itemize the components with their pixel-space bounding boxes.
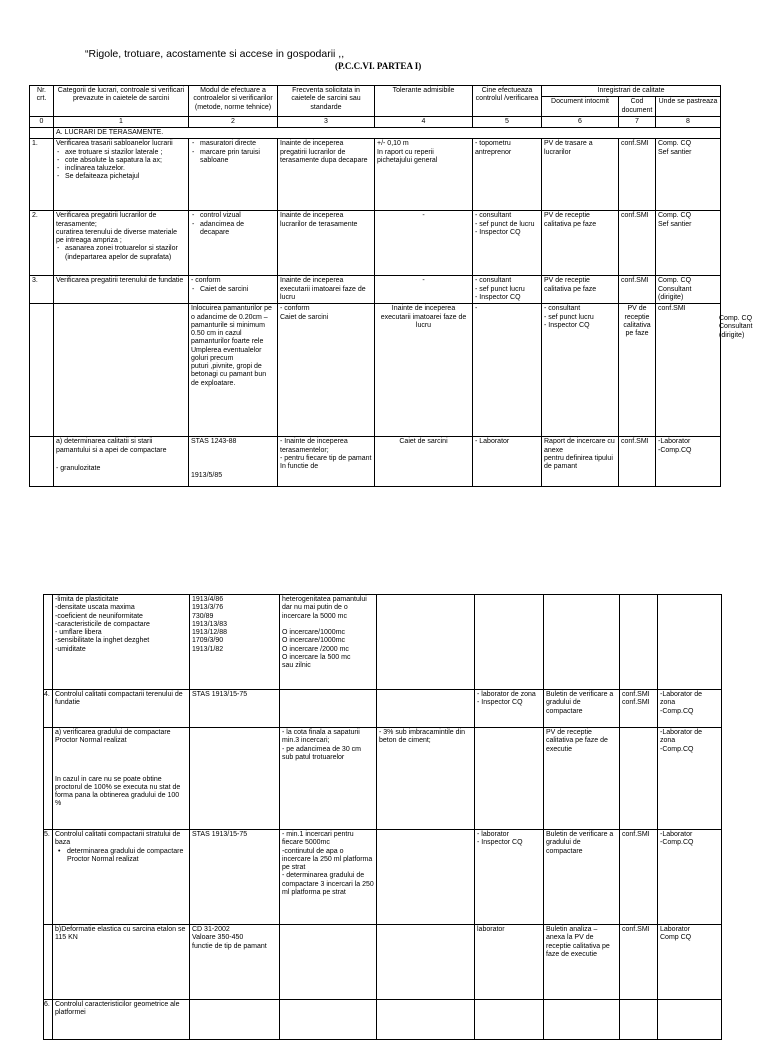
- row-method: - control vizual - adancimea de decapare: [189, 211, 278, 276]
- row-description: b)Deformatie elastica cu sarcina etalon se 115 KN: [53, 925, 190, 1000]
- quality-control-table-part2: [43, 594, 722, 1040]
- row-description: -limita de plasticitate -densitate uscata maxima -coeficient de neuniformitate -caracteristicile de compactare - umflare libera -sensibilitate la inghet dezghet -umiditate: [53, 595, 190, 690]
- col-number: 7: [619, 116, 656, 127]
- row-description: Controlul caracteristicilor geometrice ale platformei: [53, 1000, 190, 1040]
- row-storage: Comp. CQ Sef santier: [656, 139, 721, 211]
- row-storage: conf.SMI: [656, 304, 721, 437]
- row-number: 6.: [44, 1000, 53, 1040]
- col-header-modul: Modul de efectuare a controalelor si verificarilor (metode, norme tehnice): [189, 86, 278, 117]
- row-document: PV de trasare a lucrarilor: [542, 139, 619, 211]
- col-header-cine: Cine efectueaza controlul /verificarea: [473, 86, 542, 117]
- table-row: [44, 690, 722, 728]
- row-performer: - Laborator: [473, 437, 542, 487]
- table-row: [30, 437, 721, 487]
- row-document: PV de receptie calitativa pe faze de executie: [544, 728, 620, 830]
- row-code: conf.SMI conf.SMI: [620, 690, 658, 728]
- column-number-row: [30, 116, 721, 127]
- row-frequency: - la cota finala a sapaturii min.3 incercari; - pe adancimea de 30 cm sub patul trotuarelor: [280, 728, 377, 830]
- row-number: 2.: [30, 211, 54, 276]
- table-row: [30, 139, 721, 211]
- row-description: Verificarea pregatirii lucrarilor de terasamente; curatirea terenului de diverse materiale pe intreaga ampriza ; - asanarea zonei trotuarelor si stazilor (indepartarea apelor de suprafata): [54, 211, 189, 276]
- table-row: [30, 304, 721, 437]
- row-code: conf.SMI: [620, 830, 658, 925]
- row-document: Buletin analiza – anexa la PV de receptie calitativa pe faze de executie: [544, 925, 620, 1000]
- row-tolerance: -: [375, 211, 473, 276]
- row-description: Verificarea pregatirii terenului de fundatie: [54, 276, 189, 304]
- row-method: STAS 1913/15-75: [190, 690, 280, 728]
- row-description: a) determinarea calitatii si starii pamantului si a apei de compactare - granulozitate: [54, 437, 189, 487]
- row-frequency: heterogenitatea pamantului dar nu mai putin de o incercare la 5000 mc O incercare/1000mc O incercare/1000mc O incercare /2000 mc O incercare la 500 mc sau zilnic: [280, 595, 377, 690]
- row-document: Buletin de verificare a gradului de compactare: [544, 830, 620, 925]
- table-row: [44, 1000, 722, 1040]
- row-method: CD 31-2002 Valoare 350-450 functie de tip de pamant: [190, 925, 280, 1000]
- row-tolerance: Inainte de inceperea executarii imatoarei faze de lucru: [375, 304, 473, 437]
- row-performer: - laborator - Inspector CQ: [475, 830, 544, 925]
- row-code: conf.SMI: [620, 925, 658, 1000]
- col-header-tolerante: Tolerante admisibile: [375, 86, 473, 117]
- col-number: 8: [656, 116, 721, 127]
- section-a-title: A. LUCRARI DE TERASAMENTE.: [54, 128, 721, 139]
- row-number: 4.: [44, 690, 53, 728]
- row-method: - masuratori directe - marcare prin taruisi sabloane: [189, 139, 278, 211]
- document-title: “Rigole, trotuare, acostamente si accese in gospodarii ,,: [85, 48, 345, 60]
- row-performer: - laborator de zona - Inspector CQ: [475, 690, 544, 728]
- row-code: conf.SMI: [619, 437, 656, 487]
- quality-control-table-part1: [29, 85, 721, 487]
- row-frequency: Inainte de inceperea lucrarilor de terasamente: [278, 211, 375, 276]
- row-number: 1.: [30, 139, 54, 211]
- row-method: STAS 1243-88 1913/5/85: [189, 437, 278, 487]
- row-storage: -Laborator -Comp.CQ: [656, 437, 721, 487]
- row-storage: Comp. CQ Sef santier: [656, 211, 721, 276]
- row-code: conf.SMI: [619, 276, 656, 304]
- row-description: Controlul calitatii compactarii stratului de baza • determinarea gradului de compactare Proctor Normal realizat: [53, 830, 190, 925]
- col-header-cod: Cod document: [619, 97, 656, 117]
- table-header-row: [30, 86, 721, 97]
- row-document: PV de receptie calitativa pe faze: [542, 211, 619, 276]
- row-code: conf.SMI: [619, 211, 656, 276]
- col-number: 4: [375, 116, 473, 127]
- row-storage: -Laborator de zona -Comp.CQ: [658, 690, 722, 728]
- col-header-inregistrari: Inregistrari de calitate: [542, 86, 721, 97]
- row-storage: Laborator Comp CQ: [658, 925, 722, 1000]
- row-frequency: - min.1 incercari pentru fiecare 5000mc -continutul de apa o incercare la 250 ml platforma pe strat - determinarea gradului de compactare 3 incercari la 250 ml platforma pe strat: [280, 830, 377, 925]
- col-number: 3: [278, 116, 375, 127]
- document-subtitle: (P.C.C.VI. PARTEA I): [335, 61, 422, 71]
- section-row: [30, 128, 721, 139]
- table-row: [44, 830, 722, 925]
- row-method: 1913/4/86 1913/3/76 730/89 1913/13/83 1913/12/88 1709/3/90 1913/1/82: [190, 595, 280, 690]
- col-number: 5: [473, 116, 542, 127]
- row-performer: -: [473, 304, 542, 437]
- col-number: 2: [189, 116, 278, 127]
- col-header-unde: Unde se pastreaza: [656, 97, 721, 117]
- row-performer: - topometru antreprenor: [473, 139, 542, 211]
- row-description: Verificarea trasarii sabloanelor lucrarii - axe trotuare si stazilor laterale ; - cote absolute la sapatura la ax; - inclinarea taluzelor. - Se defaiteaza pichetajul: [54, 139, 189, 211]
- table-row: [30, 276, 721, 304]
- col-header-document: Document intocmit: [542, 97, 619, 117]
- row-frequency: Inainte de inceperea pregatirii lucrarilor de terasamente dupa decapare: [278, 139, 375, 211]
- row-code: PV de receptie calitativa pe faze: [619, 304, 656, 437]
- row-performer: - consultant - sef punct lucru - Inspector CQ: [473, 276, 542, 304]
- col-header-frecventa: Frecventa solicitata in caietele de sarcini sau standarde: [278, 86, 375, 117]
- row-document: - consultant - sef punct lucru - Inspector CQ: [542, 304, 619, 437]
- row-tolerance: Caiet de sarcini: [375, 437, 473, 487]
- row-document: PV de receptie calitativa pe faze: [542, 276, 619, 304]
- col-number: 6: [542, 116, 619, 127]
- row-number: 5.: [44, 830, 53, 925]
- table-row: [44, 595, 722, 690]
- row-document: Buletin de verificare a gradului de compactare: [544, 690, 620, 728]
- col-number: 1: [54, 116, 189, 127]
- col-header-nr: Nr. crt.: [30, 86, 54, 117]
- row-number: 3.: [30, 276, 54, 304]
- row-tolerance: +/- 0,10 m In raport cu reperii pichetajului general: [375, 139, 473, 211]
- row-method: - conform - Caiet de sarcini: [189, 276, 278, 304]
- row-tolerance: - 3% sub imbracamintile din beton de ciment;: [377, 728, 475, 830]
- row-storage: Comp. CQ Consultant (dirigite): [656, 276, 721, 304]
- row-method: Inlocuirea pamanturilor pe o adancime de 0.20cm –pamanturile si minimum 0.50 cm in cazul pamanturilor foarte rele Umplerea eventualelor goluri precum puturi ,pivnite, gropi de betonagi cu pamant bun de exploatare.: [189, 304, 278, 437]
- row-method: STAS 1913/15-75: [190, 830, 280, 925]
- row-description: Controlul calitatii compactarii terenului de fundatie: [53, 690, 190, 728]
- col-number: 0: [30, 116, 54, 127]
- row-frequency: - conform Caiet de sarcini: [278, 304, 375, 437]
- table-row: [44, 728, 722, 830]
- row-storage: -Laborator -Comp.CQ: [658, 830, 722, 925]
- col-header-categorii: Categorii de lucrari, controale si verificari prevazute in caietele de sarcini: [54, 86, 189, 117]
- row-frequency: Inainte de inceperea executarii imatoarei faze de lucru: [278, 276, 375, 304]
- row-storage: -Laborator de zona -Comp.CQ: [658, 728, 722, 830]
- table-row: [30, 211, 721, 276]
- overflow-storage-note: Comp. CQ Consultant (dirigite): [719, 315, 753, 339]
- row-frequency: - Inainte de inceperea terasamentelor; - pentru fiecare tip de pamant In functie de: [278, 437, 375, 487]
- row-description: a) verificarea gradului de compactare Proctor Normal realizat In cazul in care nu se poate obtine proctorul de 100% se executa nu stat de forma pana la obtinerea gradului de 100 %: [53, 728, 190, 830]
- row-tolerance: -: [375, 276, 473, 304]
- row-performer: laborator: [475, 925, 544, 1000]
- row-document: Raport de incercare cu anexe pentru definirea tipului de pamant: [542, 437, 619, 487]
- row-performer: - consultant - sef punct de lucru - Inspector CQ: [473, 211, 542, 276]
- table-row: [44, 925, 722, 1000]
- row-code: conf.SMI: [619, 139, 656, 211]
